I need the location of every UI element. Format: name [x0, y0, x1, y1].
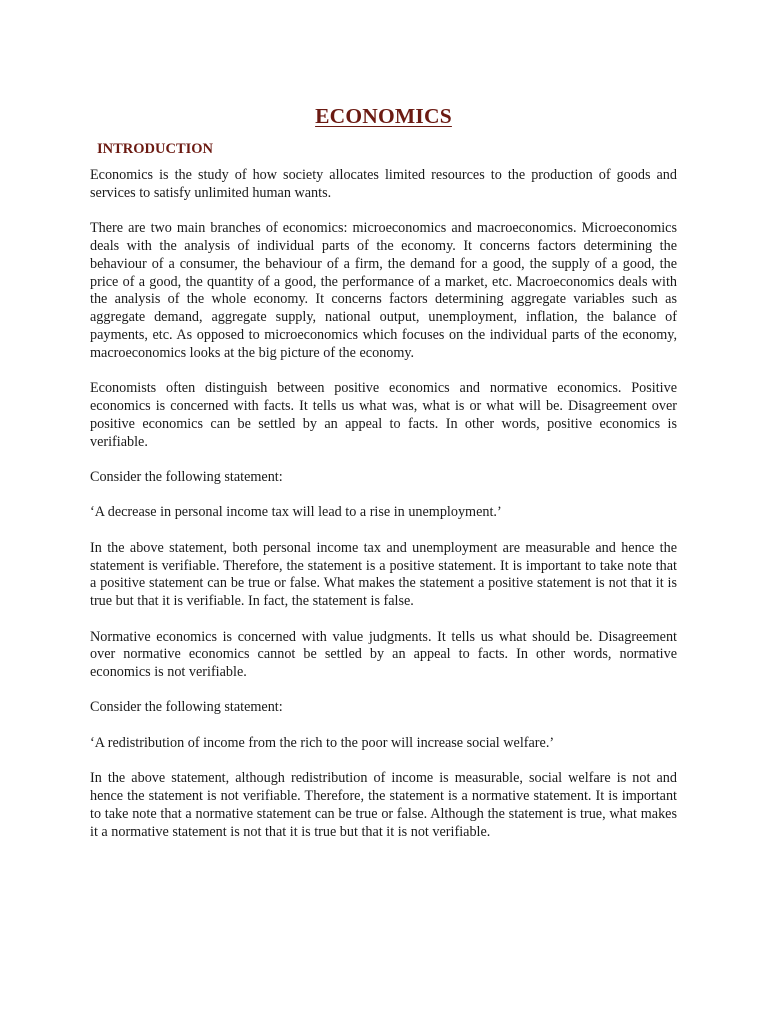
document-title: ECONOMICS [315, 104, 452, 128]
quote-normative-statement: ‘A redistribution of income from the rich to the poor will increase social welfare.’ [90, 734, 555, 751]
paragraph-positive-economics: Economists often distinguish between positive economics and normative economics. Positive economics is concerned with facts. It tells us what was, what is or what will be. Disagreement over positive economics can be settled by an appeal to facts. In other words, positive economics is verifiable. [90, 380, 677, 450]
paragraph-normative-explanation: In the above statement, although redistribution of income is measurable, social welfare is not and hence the statement is not verifiable. Therefore, the statement is a normative statement. It is important to take note that a normative statement can be true or false. Although the statement is true, what makes it a normative statement is not that it is true but that it is not verifiable. [90, 770, 677, 840]
quote-positive-statement: ‘A decrease in personal income tax will lead to a rise in unemployment.’ [90, 504, 502, 521]
paragraph-consider-2: Consider the following statement: [90, 699, 283, 716]
paragraph-branches: There are two main branches of economics: microeconomics and macroeconomics. Microeconomics deals with the analysis of individual parts of the economy. It concerns factors determining the behaviour of a consumer, the behaviour of a firm, the demand for a good, the supply of a good, the price of a good, the quantity of a good, the performance of a market, etc. Macroeconomics deals with the analysis of the whole economy. It concerns factors determining aggregate variables such as aggregate demand, aggregate supply, national output, unemployment, inflation, the balance of payments, etc. As opposed to microeconomics which focuses on the individual parts of the economy, macroeconomics looks at the big picture of the economy. [90, 220, 677, 361]
paragraph-definition: Economics is the study of how society allocates limited resources to the production of goods and services to satisfy unlimited human wants. [90, 167, 677, 201]
document-page [90, 104, 677, 859]
paragraph-normative-economics: Normative economics is concerned with value judgments. It tells us what should be. Disagreement over normative economics cannot be settled by an appeal to facts. In other words, normative economics is not verifiable. [90, 628, 677, 681]
paragraph-consider-1: Consider the following statement: [90, 468, 283, 485]
paragraph-positive-explanation: In the above statement, both personal income tax and unemployment are measurable and hence the statement is verifiable. Therefore, the statement is a positive statement. It is important to take note that a positive statement can be true or false. What makes the statement a positive statement is not that it is true but that it is verifiable. In fact, the statement is false. [90, 539, 677, 610]
section-heading-introduction: INTRODUCTION [97, 141, 214, 157]
